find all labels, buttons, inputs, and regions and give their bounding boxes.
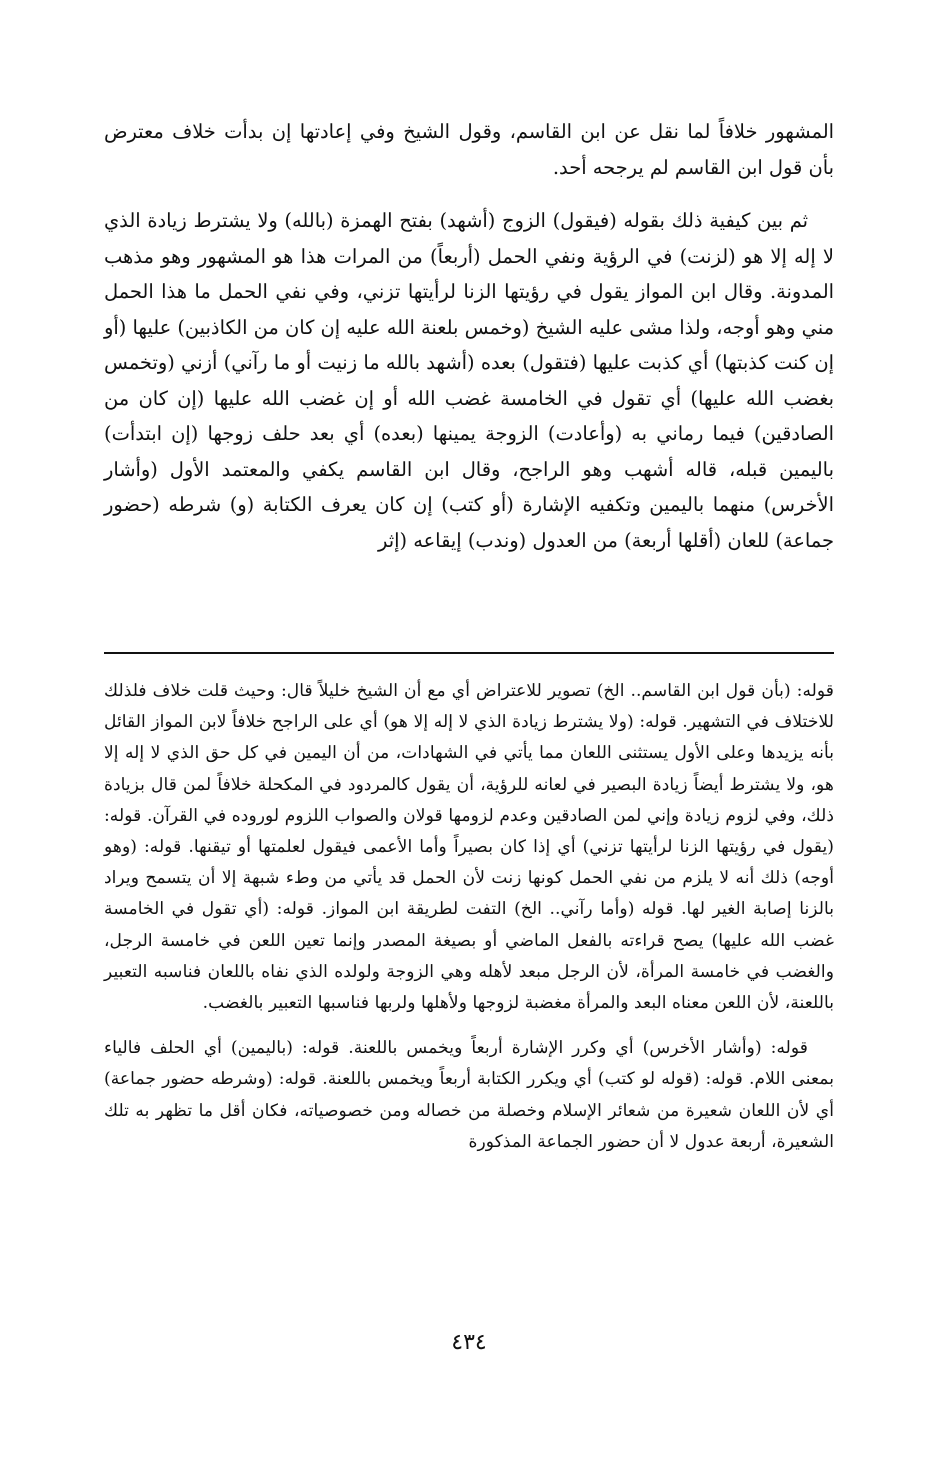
main-paragraph-2: ثم بين كيفية ذلك بقوله (فيقول) الزوج (أشهد) بفتح الهمزة (بالله) ولا يشترط زيادة الذي لا إله إلا هو (لزنت) في الرؤية ونفي الحمل (أربعاً) من المرات هذا هو المشهور وهو مذهب المدونة. وقال ابن المواز يقول في رؤيتها الزنا لرأيتها تزني، وفي نفي الحمل ما هذا الحمل مني وهو أوجه، ولذا مشى عليه الشيخ (وخمس بلعنة الله عليه إن كان من الكاذبين) عليها (أو إن كنت كذبتها) أي كذبت عليها (فتقول) بعده (أشهد بالله ما زنيت أو ما رآني) أزني (وتخمس بغضب الله عليها) أي تقول في الخامسة غضب الله أو إن غضب الله عليها (إن كان من الصادقين) فيما رماني به (وأعادت) الزوجة يمينها (بعده) أي بعد حلف زوجها (إن ابتدأت) باليمين قبله، قاله أشهب وهو الراجح، وقال ابن القاسم يكفي والمعتمد الأول (وأشار الأخرس) منهما باليمين وتكفيه الإشارة (أو كتب) إن كان يعرف الكتابة (و) شرطه (حضور جماعة) للعان (أقلها أربعة) من العدول (وندب) إيقاعه (إثر	[104, 209, 834, 552]
footnote-paragraph-1: قوله: (بأن قول ابن القاسم.. الخ) تصوير للاعتراض أي مع أن الشيخ خليلاً قال: وحيث قلت خلاف فلذلك للاختلاف في التشهير. قوله: (ولا يشترط زيادة الذي لا إله إلا هو) أي على الراجح خلافاً لابن المواز القائل بأنه يزيدها وعلى الأول يستثنى اللعان مما يأتي في الشهادات، من أن اليمين في كل حق الذي لا إله إلا هو، ولا يشترط أيضاً زيادة البصير في لعانه للرؤية، أن يقول كالمردود في المكحلة خلافاً لمن قال بزيادة ذلك، وفي لزوم زيادة وإني لمن الصادقين وعدم لزومها قولان والصواب اللزوم لوروده في القرآن. قوله: (يقول في رؤيتها الزنا لرأيتها تزني) أي إذا كان بصيراً وأما الأعمى فيقول لعلمتها أو تيقنها. قوله: (وهو أوجه) ذلك أنه لا يلزم من نفي الحمل كونها زنت لأن الحمل قد يأتي من وطء شبهة إلا أن يتسمح ويراد بالزنا إصابة الغير لها. قوله (وأما رآني.. الخ) التفت لطريقة ابن المواز. قوله: (أي تقول في الخامسة غضب الله عليها) يصح قراءته بالفعل الماضي أو بصيغة المصدر وإنما تعين اللعن في خامسة الرجل، والغضب في خامسة المرأة، لأن الرجل مبعد لأهله وهي الزوجة ولولده الذي نفاه باللعان فناسبه التعبير باللعنة، لأن اللعن معناه البعد والمرأة مغضبة لزوجها ولأهلها ولربها فناسبها التعبير بالغضب.	[104, 681, 834, 1014]
main-text	[104, 114, 834, 558]
footnote-divider	[104, 652, 834, 654]
main-paragraph-1: المشهور خلافاً لما نقل عن ابن القاسم، وقول الشيخ وفي إعادتها إن بدأت خلاف معترض بأن قول ابن القاسم لم يرجحه أحد.	[104, 120, 834, 179]
footnote-paragraph-2: قوله: (وأشار الأخرس) أي وكرر الإشارة أربعاً ويخمس باللعنة. قوله: (باليمين) أي الحلف فالياء بمعنى اللام. قوله: (قوله لو كتب) أي ويكرر الكتابة أربعاً ويخمس باللعنة. قوله: (وشرطه حضور جماعة) أي لأن اللعان شعيرة من شعائر الإسلام وخصلة من خصاله ومن خصوصياته، فكان أقل ما تظهر به تلك الشعيرة، أربعة عدول لا أن حضور الجماعة المذكورة	[104, 1038, 834, 1152]
page-number: ٤٣٤	[451, 1330, 487, 1355]
footnotes	[104, 676, 834, 1158]
